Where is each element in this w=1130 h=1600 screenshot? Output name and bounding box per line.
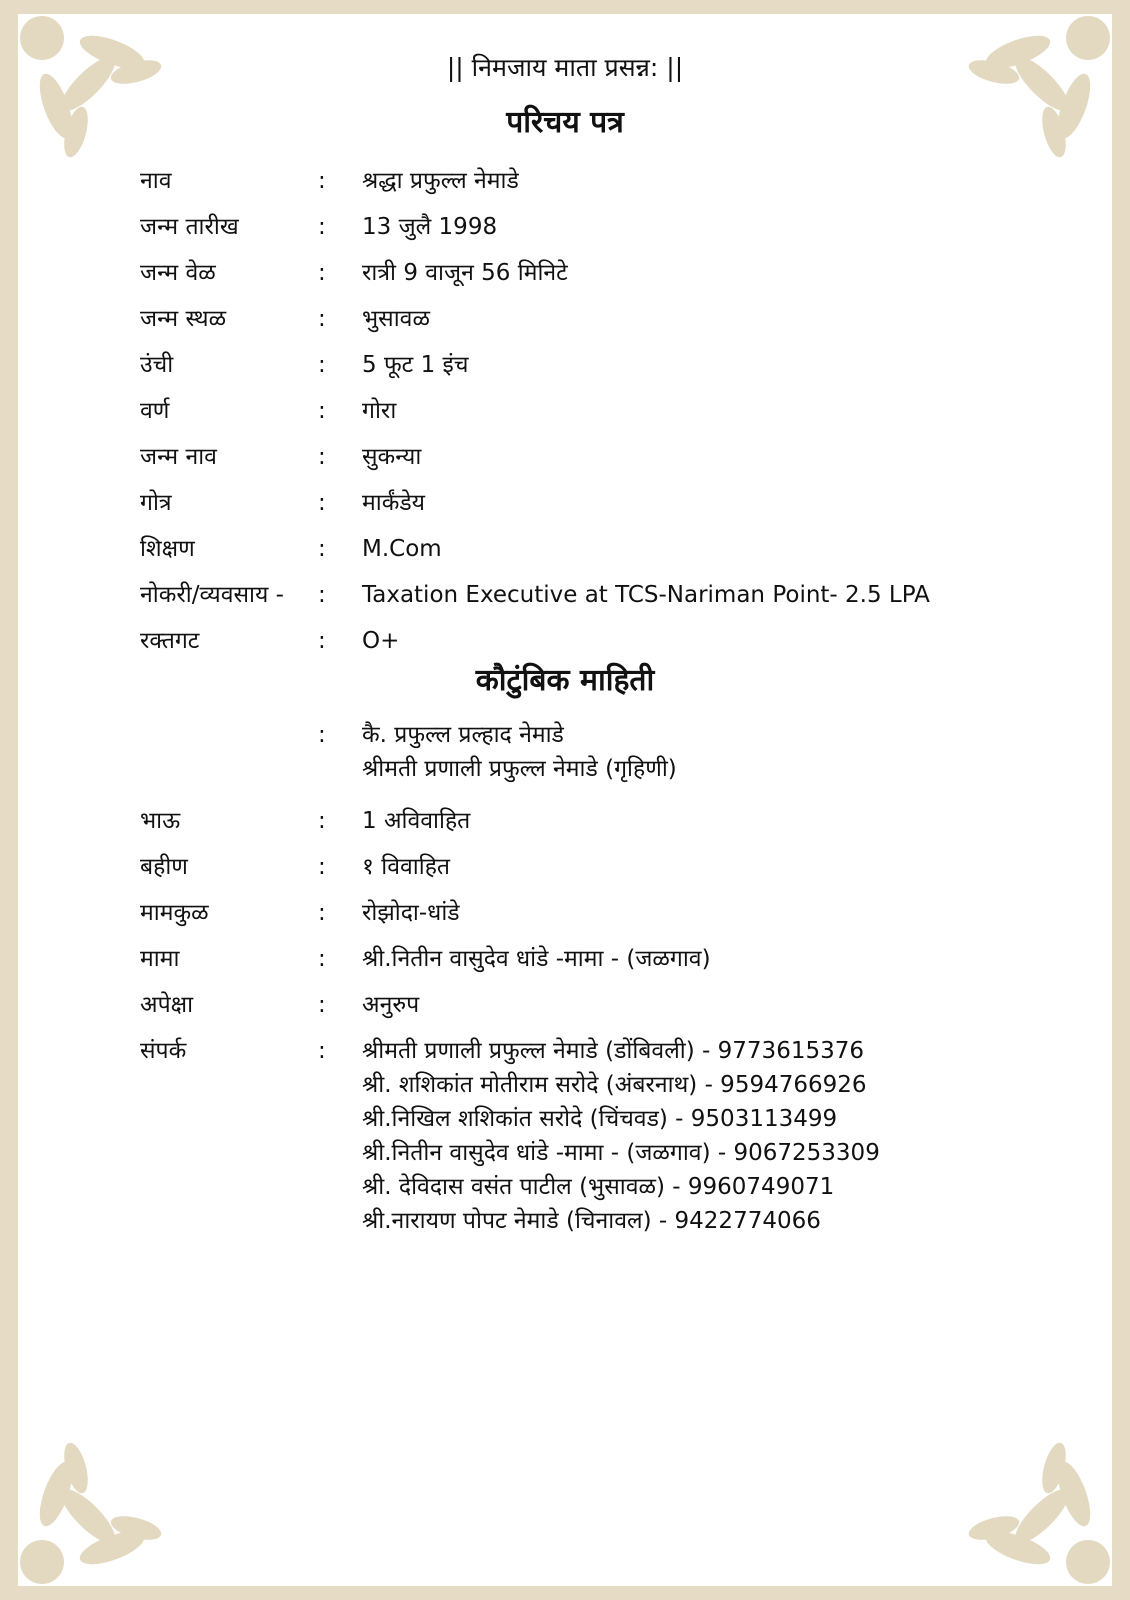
contact-line: श्रीमती प्रणाली प्रफुल्ल नेमाडे (डोंबिवली) - 9773615376 — [362, 1038, 864, 1064]
detail-row-education — [18, 526, 1112, 572]
row-colon: : — [318, 306, 326, 332]
row-value: श्रद्धा प्रफुल्ल नेमाडे — [362, 168, 519, 194]
row-label: गोत्र — [140, 490, 172, 516]
row-label: जन्म वेळ — [140, 260, 216, 286]
flower-ornament-icon — [952, 14, 1112, 174]
contact-line: श्री. देविदास वसंत पाटील (भुसावळ) - 9960749071 — [362, 1174, 835, 1200]
row-value: सुकन्या — [362, 444, 422, 470]
row-value: रात्री 9 वाजून 56 मिनिटे — [362, 260, 568, 286]
row-label: संपर्क — [140, 1038, 187, 1064]
row-value: मार्कंडेय — [362, 490, 426, 516]
row-value: 1 अविवाहित — [362, 808, 471, 834]
row-colon: : — [318, 628, 326, 654]
contact-line: श्री.नारायण पोपट नेमाडे (चिनावल) - 9422774066 — [362, 1208, 821, 1234]
row-label: रक्तगट — [140, 628, 200, 654]
row-colon: : — [318, 946, 326, 972]
row-label: अपेक्षा — [140, 992, 194, 1018]
detail-row-birth-place — [18, 296, 1112, 342]
row-label: जन्म स्थळ — [140, 306, 227, 332]
row-value: Taxation Executive at TCS-Nariman Point- 2.5 LPA — [362, 582, 930, 608]
biodata-page — [18, 14, 1112, 1586]
detail-row-expectation — [18, 982, 1112, 1028]
detail-row-gotra — [18, 480, 1112, 526]
detail-row-maternal-uncle — [18, 936, 1112, 982]
row-label: शिक्षण — [140, 536, 195, 562]
detail-row-parents — [18, 712, 1112, 792]
detail-row-sister — [18, 844, 1112, 890]
row-label: भाऊ — [140, 808, 181, 834]
detail-row-maternal-family — [18, 890, 1112, 936]
detail-row-occupation — [18, 572, 1112, 618]
row-value: रोझोदा-धांडे — [362, 900, 460, 926]
parent-line: कै. प्रफुल्ल प्रल्हाद नेमाडे — [362, 722, 564, 748]
parent-line: श्रीमती प्रणाली प्रफुल्ल नेमाडे (गृहिणी) — [362, 756, 677, 782]
row-label: नोकरी/व्यवसाय - — [140, 582, 284, 608]
page-title: परिचय पत्र — [506, 105, 624, 140]
contact-list — [362, 1034, 880, 1238]
row-label: जन्म नाव — [140, 444, 217, 470]
row-colon: : — [318, 854, 326, 880]
detail-row-birth-name — [18, 434, 1112, 480]
row-value: श्री.नितीन वासुदेव धांडे -मामा - (जळगाव) — [362, 946, 711, 972]
detail-row-birth-time — [18, 250, 1112, 296]
contact-line: श्री.नितीन वासुदेव धांडे -मामा - (जळगाव) - 9067253309 — [362, 1140, 880, 1166]
row-colon: : — [318, 582, 326, 608]
row-colon: : — [318, 808, 326, 834]
row-label: वर्ण — [140, 398, 170, 424]
row-colon: : — [318, 900, 326, 926]
row-label: बहीण — [140, 854, 188, 880]
row-value: भुसावळ — [362, 306, 430, 332]
row-value: M.Com — [362, 536, 442, 562]
row-label: नाव — [140, 168, 172, 194]
detail-row-contact — [18, 1028, 1112, 1238]
flower-ornament-icon — [952, 1426, 1112, 1586]
flower-ornament-icon — [18, 1426, 178, 1586]
detail-row-birth-date — [18, 204, 1112, 250]
row-value: O+ — [362, 628, 400, 654]
family-section-title: कौटुंबिक माहिती — [475, 663, 655, 698]
row-colon: : — [318, 992, 326, 1018]
row-label: मामकुळ — [140, 900, 209, 926]
detail-row-name — [18, 158, 1112, 204]
detail-row-brother — [18, 798, 1112, 844]
row-value — [362, 718, 677, 786]
row-colon: : — [318, 168, 326, 194]
contact-line: श्री.निखिल शशिकांत सरोदे (चिंचवड) - 9503113499 — [362, 1106, 838, 1132]
row-value: १ विवाहित — [362, 854, 451, 880]
row-value: गोरा — [362, 398, 397, 424]
row-value: 13 जुलै 1998 — [362, 214, 498, 240]
row-colon: : — [318, 1038, 326, 1064]
row-colon: : — [318, 722, 326, 748]
detail-row-height — [18, 342, 1112, 388]
invocation-line: || निमजाय माता प्रसन्न: || — [446, 53, 684, 82]
row-value: 5 फूट 1 इंच — [362, 352, 469, 378]
flower-ornament-icon — [18, 14, 178, 174]
row-colon: : — [318, 536, 326, 562]
row-label: उंची — [140, 352, 174, 378]
row-colon: : — [318, 260, 326, 286]
row-colon: : — [318, 352, 326, 378]
row-label: मामा — [140, 946, 180, 972]
row-colon: : — [318, 214, 326, 240]
row-label: जन्म तारीख — [140, 214, 239, 240]
row-colon: : — [318, 398, 326, 424]
row-value: अनुरुप — [362, 992, 420, 1018]
row-colon: : — [318, 490, 326, 516]
detail-row-complexion — [18, 388, 1112, 434]
row-colon: : — [318, 444, 326, 470]
contact-line: श्री. शशिकांत मोतीराम सरोदे (अंबरनाथ) - 9594766926 — [362, 1072, 867, 1098]
